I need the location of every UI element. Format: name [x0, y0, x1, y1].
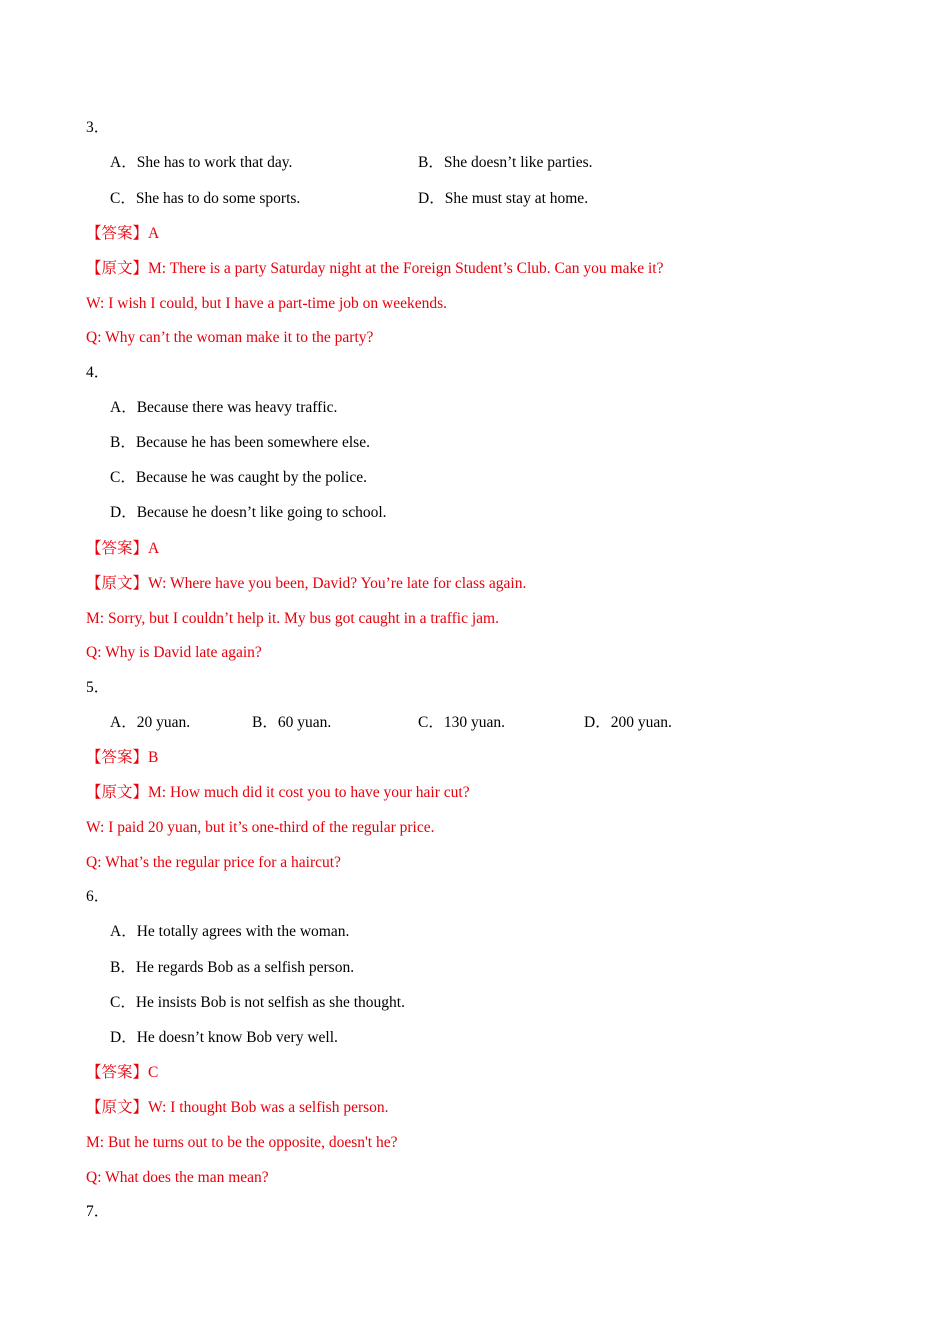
option-d: D．She must stay at home.: [418, 190, 589, 207]
script-line: M: Sorry, but I couldn’t help it. My bus got caught in a traffic jam.: [86, 610, 499, 627]
script-line: Q: What does the man mean?: [86, 1169, 269, 1186]
script-line: M: But he turns out to be the opposite, doesn't he?: [86, 1134, 398, 1151]
option-b: B．She doesn’t like parties.: [418, 154, 593, 171]
script-line: Q: Why is David late again?: [86, 644, 262, 661]
option-c: C．130 yuan.: [418, 714, 505, 731]
option-a: A．He totally agrees with the woman.: [110, 923, 350, 940]
option-b: B．60 yuan.: [252, 714, 332, 731]
question-number: 7．: [86, 1203, 110, 1220]
answer-line: 【答案】A: [86, 225, 160, 242]
script-line: 【原文】M: How much did it cost you to have your hair cut?: [86, 784, 470, 801]
script-line: W: I wish I could, but I have a part-time job on weekends.: [86, 295, 447, 312]
option-b: B．Because he has been somewhere else.: [110, 434, 370, 451]
script-line: W: I paid 20 yuan, but it’s one-third of the regular price.: [86, 819, 435, 836]
script-line: 【原文】M: There is a party Saturday night at the Foreign Student’s Club. Can you make it?: [86, 260, 664, 277]
question-number: 4．: [86, 364, 110, 381]
option-c: C．Because he was caught by the police.: [110, 469, 367, 486]
option-b: B．He regards Bob as a selfish person.: [110, 959, 355, 976]
answer-line: 【答案】B: [86, 749, 159, 766]
option-a: A．She has to work that day.: [110, 154, 293, 171]
question-number: 5．: [86, 679, 110, 696]
question-number: 3．: [86, 119, 110, 136]
option-d: D．Because he doesn’t like going to school.: [110, 504, 387, 521]
option-d: D．He doesn’t know Bob very well.: [110, 1029, 338, 1046]
script-line: Q: Why can’t the woman make it to the party?: [86, 329, 374, 346]
option-a: A．Because there was heavy traffic.: [110, 399, 338, 416]
script-line: 【原文】W: Where have you been, David? You’re late for class again.: [86, 575, 527, 592]
answer-line: 【答案】A: [86, 540, 160, 557]
question-number: 6．: [86, 888, 110, 905]
script-line: 【原文】W: I thought Bob was a selfish person.: [86, 1099, 389, 1116]
script-line: Q: What’s the regular price for a haircut?: [86, 854, 341, 871]
answer-line: 【答案】C: [86, 1064, 159, 1081]
option-c: C．She has to do some sports.: [110, 190, 301, 207]
option-c: C．He insists Bob is not selfish as she thought.: [110, 994, 405, 1011]
option-a: A．20 yuan.: [110, 714, 191, 731]
option-d: D．200 yuan.: [584, 714, 672, 731]
